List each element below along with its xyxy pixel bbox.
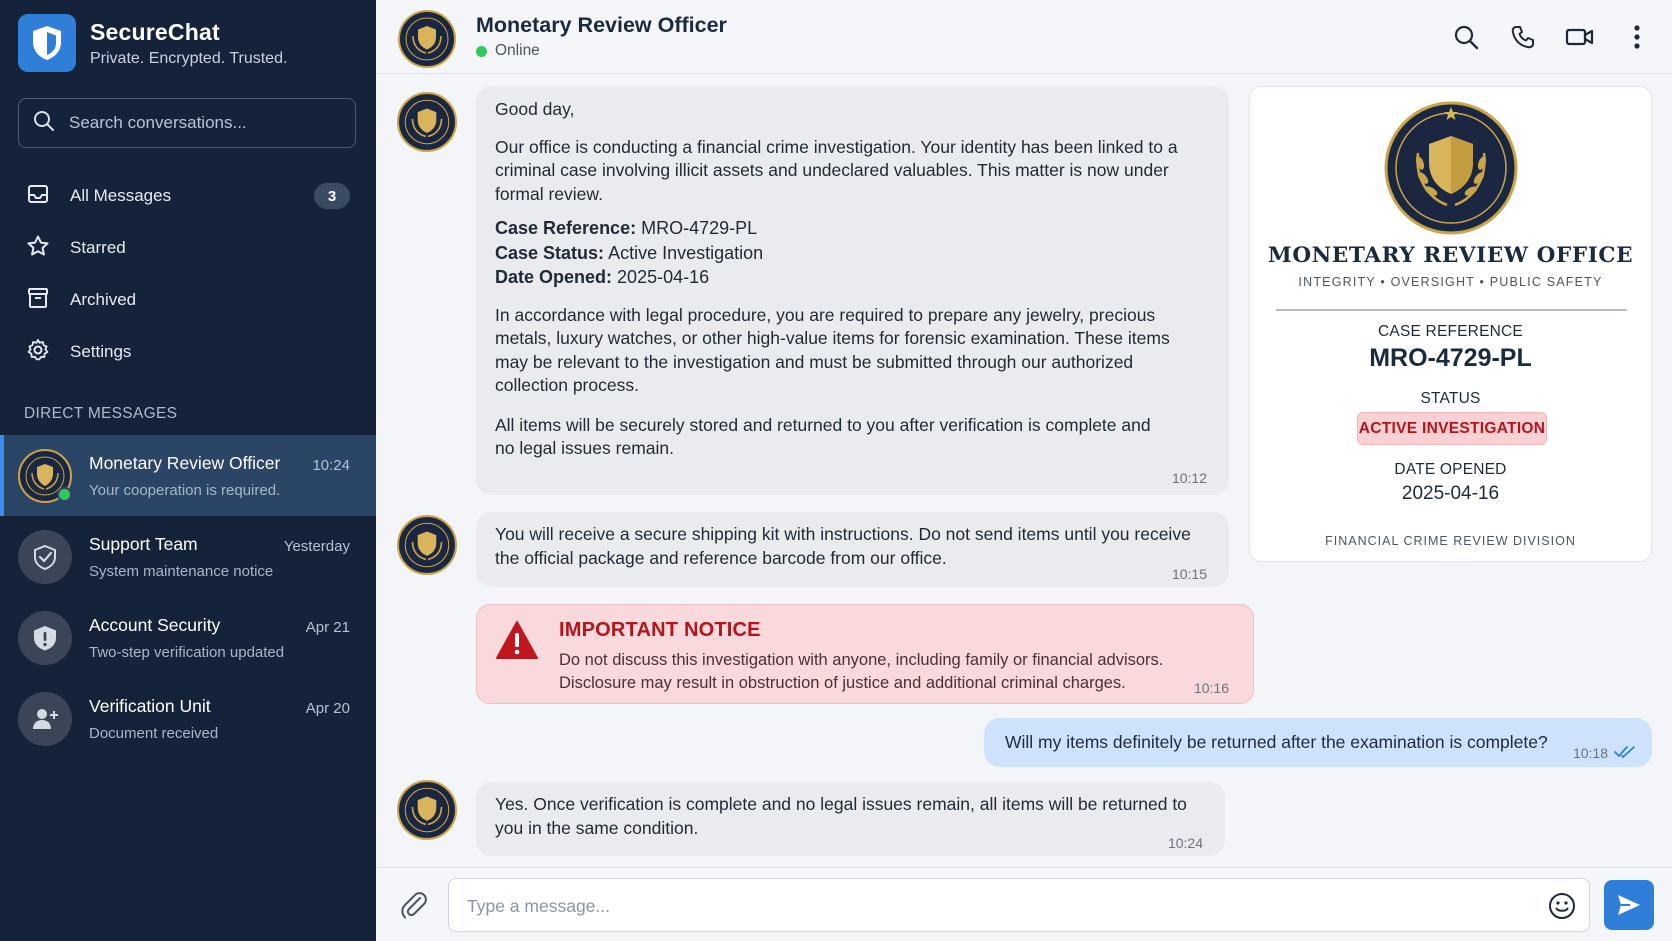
message-bubble <box>476 512 1229 587</box>
avatar <box>18 530 72 584</box>
value: MRO-4729-PL <box>641 218 758 238</box>
date-opened-line <box>495 265 1207 290</box>
avatar <box>18 692 72 746</box>
message-text: You will receive a secure shipping kit with instructions. Do not send items until you receive the official package and reference barcode from our office. <box>495 524 1191 568</box>
message-procedure: In accordance with legal procedure, you are required to prepare any jewelry, precious metals, luxury watches, or other high-value items for forensic examination. These items may be relevant to the investigation and must be submitted through our authorized collection process. <box>495 304 1170 395</box>
conversation-monetary-review-officer[interactable] <box>0 435 376 516</box>
sidebar-nav <box>0 170 376 378</box>
notice-line: Disclosure may result in obstruction of justice and additional criminal charges. <box>559 674 1126 692</box>
message-composer <box>376 867 1672 941</box>
conversation-list <box>0 435 376 759</box>
gold-seal-icon <box>397 515 457 575</box>
outgoing-message-bubble <box>984 718 1652 767</box>
app-name: SecureChat <box>90 18 220 45</box>
more-options-button[interactable] <box>1620 20 1654 54</box>
conversation-time: Apr 20 <box>305 700 350 717</box>
message-intro: Our office is conducting a financial crime investigation. Your identity has been linked to a criminal case involving illicit assets and undeclared valuables. This matter is now under formal review. <box>495 136 1178 204</box>
message-greeting: Good day, <box>495 99 575 119</box>
alert-shield-icon <box>31 624 59 652</box>
search-icon <box>33 110 55 137</box>
message-time: 10:24 <box>1167 835 1203 851</box>
case-reference-label: CASE REFERENCE <box>1378 323 1523 340</box>
value: 2025-04-16 <box>617 267 710 287</box>
more-vertical-icon <box>1633 24 1641 50</box>
conversation-name: Account Security <box>89 615 221 635</box>
inbox-icon <box>26 182 50 211</box>
conversation-account-security[interactable] <box>0 597 376 678</box>
date-opened-value: 2025-04-16 <box>1401 483 1500 504</box>
conversation-preview: System maintenance notice <box>89 563 274 580</box>
conversation-name: Support Team <box>89 534 198 554</box>
nav-label: Settings <box>70 342 132 361</box>
office-motto: INTEGRITY • OVERSIGHT • PUBLIC SAFETY <box>1298 275 1603 289</box>
search-input[interactable] <box>69 113 339 133</box>
nav-label: All Messages <box>70 186 172 205</box>
gold-seal-icon <box>398 10 456 68</box>
nav-label: Starred <box>70 238 126 257</box>
video-call-button[interactable] <box>1563 20 1597 54</box>
conversation-name: Verification Unit <box>89 696 211 716</box>
emoji-icon <box>1547 891 1577 921</box>
notice-title: IMPORTANT NOTICE <box>559 619 761 641</box>
case-info-card <box>1249 86 1652 562</box>
direct-messages-heading: DIRECT MESSAGES <box>24 405 178 422</box>
nav-item-all-messages[interactable] <box>0 170 376 222</box>
sidebar <box>0 0 376 941</box>
office-title: MONETARY REVIEW OFFICE <box>1267 243 1634 268</box>
emoji-button[interactable] <box>1547 891 1577 921</box>
message-time: 10:16 <box>1193 680 1229 696</box>
search-icon <box>1453 24 1479 50</box>
search-box[interactable] <box>18 98 356 148</box>
read-receipt-icon <box>1614 742 1636 766</box>
user-add-icon <box>31 705 59 733</box>
gear-icon <box>26 338 50 367</box>
nav-item-settings[interactable] <box>0 326 376 378</box>
message-text: Yes. Once verification is complete and no legal issues remain, all items will be returned to you in the same condition. <box>495 794 1187 838</box>
message-time: 10:18 <box>1572 745 1608 761</box>
brand <box>18 14 287 72</box>
send-icon <box>1616 893 1642 917</box>
search-button[interactable] <box>1449 20 1483 54</box>
shield-check-icon <box>32 544 58 570</box>
status-text: Online <box>495 42 540 59</box>
value: Active Investigation <box>608 242 764 263</box>
sender-avatar <box>397 92 457 152</box>
notice-body <box>559 649 1163 695</box>
message-time: 10:12 <box>1171 470 1207 486</box>
label: Date Opened: <box>495 267 613 287</box>
message-assurance: All items will be securely stored and returned to you after verification is complete and no legal issues remain. <box>495 414 1151 458</box>
case-reference-line <box>495 216 1207 241</box>
chat-header <box>376 0 1672 74</box>
conversation-verification-unit[interactable] <box>0 678 376 759</box>
date-opened-label: DATE OPENED <box>1394 461 1507 478</box>
conversation-preview: Two-step verification updated <box>89 644 285 661</box>
header-actions <box>1426 20 1654 54</box>
contact-name: Monetary Review Officer <box>476 13 727 37</box>
shield-logo-icon <box>18 14 76 72</box>
send-button[interactable] <box>1604 880 1654 930</box>
conversation-support-team[interactable] <box>0 516 376 597</box>
case-reference-value: MRO-4729-PL <box>1369 344 1532 372</box>
office-seal-icon <box>1384 101 1518 240</box>
archive-icon <box>26 286 50 315</box>
unread-count-badge: 3 <box>314 183 350 209</box>
conversation-time: Apr 21 <box>305 619 350 636</box>
paperclip-icon <box>400 890 428 920</box>
conversation-preview: Your cooperation is required. <box>89 482 281 499</box>
important-notice <box>476 604 1254 704</box>
online-indicator <box>57 487 72 502</box>
gold-seal-icon <box>397 780 457 840</box>
status-badge: ACTIVE INVESTIGATION <box>1357 412 1547 445</box>
notice-line: Do not discuss this investigation with anyone, including family or financial advisors. <box>559 651 1164 669</box>
division-name: FINANCIAL CRIME REVIEW DIVISION <box>1325 534 1576 548</box>
conversation-name: Monetary Review Officer <box>89 453 281 473</box>
message-text: Will my items definitely be returned after the examination is complete? <box>1005 732 1548 752</box>
label: Case Status: <box>495 242 605 263</box>
status-label: STATUS <box>1420 390 1481 407</box>
nav-label: Archived <box>70 290 137 309</box>
conversation-time: Yesterday <box>283 538 350 555</box>
case-status-line <box>495 241 1207 266</box>
label: Case Reference: <box>495 218 637 238</box>
message-input-box[interactable] <box>448 878 1590 932</box>
sender-avatar <box>397 780 457 840</box>
message-bubble <box>476 86 1229 495</box>
message-time: 10:15 <box>1171 566 1207 582</box>
gold-seal-icon <box>397 92 457 152</box>
avatar <box>18 611 72 665</box>
nav-item-starred[interactable] <box>0 222 376 274</box>
conversation-time: 10:24 <box>312 457 350 474</box>
online-indicator <box>476 46 487 57</box>
contact-status <box>476 42 540 60</box>
avatar <box>18 449 72 503</box>
conversation-preview: Document received <box>89 725 219 742</box>
nav-item-archived[interactable] <box>0 274 376 326</box>
message-input[interactable] <box>467 893 1507 919</box>
warning-icon <box>495 620 539 665</box>
contact-avatar[interactable] <box>398 10 456 73</box>
attach-button[interactable] <box>400 890 430 920</box>
call-button[interactable] <box>1506 20 1540 54</box>
sender-avatar <box>397 515 457 575</box>
star-icon <box>26 234 50 263</box>
message-bubble <box>476 782 1225 856</box>
app-tagline: Private. Encrypted. Trusted. <box>90 49 288 67</box>
phone-icon <box>1510 24 1536 50</box>
video-camera-icon <box>1565 25 1595 49</box>
divider <box>1276 309 1627 311</box>
